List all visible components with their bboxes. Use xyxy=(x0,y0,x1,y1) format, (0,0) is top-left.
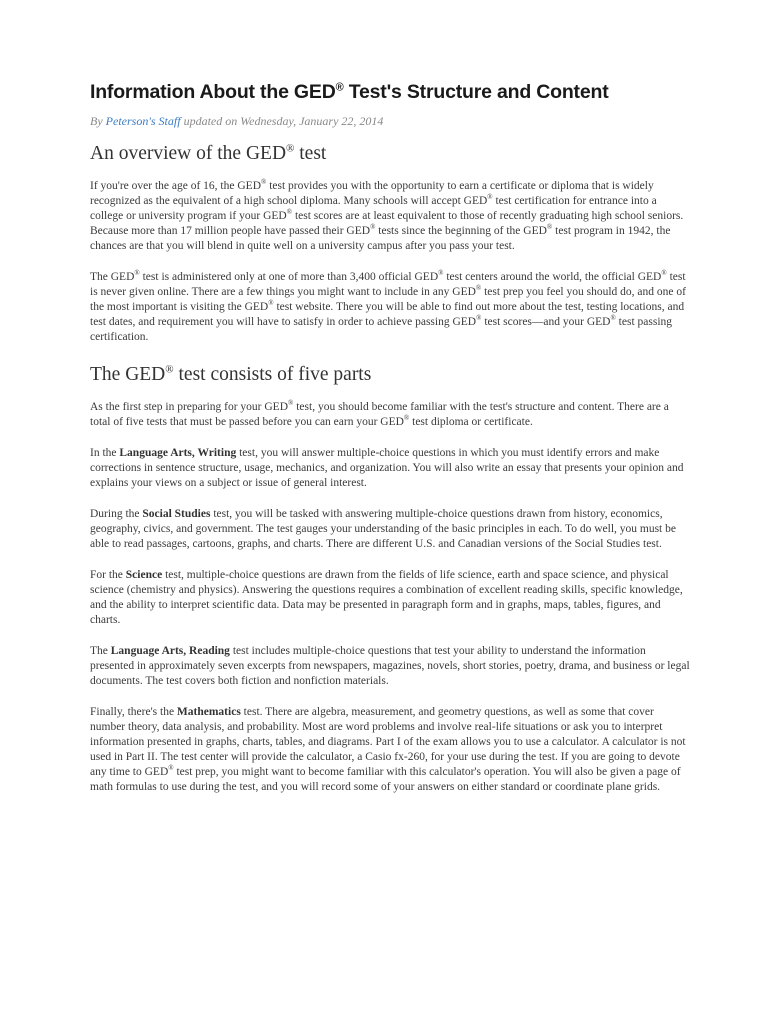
paragraph-reading: The Language Arts, Reading test includes multiple-choice questions that test your ability to understand the information presented in approximately seven excerpts from newspapers, magazines, novels, short stories, poetry, drama, and business or legal documents. The test covers both fiction and nonfiction materials. xyxy=(90,645,690,687)
section-heading-five-parts: The GED® test consists of five parts xyxy=(90,363,372,385)
paragraph-five-parts-intro: As the first step in preparing for your GED® test, you should become familiar with the test's structure and content. There are a total of five tests that must be passed before you can earn your GED® test diploma or certificate. xyxy=(90,399,669,428)
paragraph-writing: In the Language Arts, Writing test, you will answer multiple-choice questions in which you must identify errors and make corrections in sentence structure, usage, mechanics, and organization. You will also write an essay that presents your opinion and explains your views on a subject or issue of general interest. xyxy=(90,447,684,489)
article xyxy=(90,78,690,795)
paragraph-overview-1: If you're over the age of 16, the GED® test provides you with the opportunity to earn a certificate or diploma that is widely recognized as the equivalent of a high school diploma. Many schools will accept GED® test certification for entrance into a college or university program if your GED® test scores are at least equivalent to those of recently graduating high school seniors. Because more than 17 million people have passed their GED® tests since the beginning of the GED® test program in 1942, the chances are that you will blend in quite well on a university campus after you pass your test. xyxy=(90,178,684,252)
byline: By Peterson's Staff updated on Wednesday, January 22, 2014 xyxy=(90,114,384,128)
author-link[interactable]: Peterson's Staff xyxy=(105,114,181,128)
article-title: Information About the GED® Test's Structure and Content xyxy=(90,81,609,103)
paragraph-overview-2: The GED® test is administered only at one of more than 3,400 official GED® test centers around the world, the official GED® test is never given online. There are a few things you might want to include in any GED® test prep you feel you should do, and one of the most important is visiting the GED® test website. There you will be able to find out more about the test, testing locations, and test dates, and requirement you will have to satisfy in order to achieve passing GED® test scores—and your GED® test passing certification. xyxy=(90,269,686,343)
paragraph-science: For the Science test, multiple-choice questions are drawn from the fields of life science, earth and space science, and physical science (chemistry and physics). Answering the questions requires a combination of excellent reading skills, specific knowledge, and the ability to interpret scientific data. Data may be presented in paragraph form and in graphs, maps, tables, figures, and charts. xyxy=(90,569,683,626)
paragraph-mathematics: Finally, there's the Mathematics test. There are algebra, measurement, and geometry questions, as well as some that cover number theory, data analysis, and probability. Most are word problems and involve real-life situations or ask you to interpret information presented in graphs, charts, tables, and diagrams. Part I of the exam allows you to use a calculator. A calculator is not used in Part II. The test center will provide the calculator, a Casio fx-260, for your use during the test. If you are going to devote any time to GED® test prep, you might want to become familiar with this calculator's operation. You will also be given a page of math formulas to use during the test, and you will record some of your answers on either standard or coordinate plane grids. xyxy=(90,706,686,793)
paragraph-social-studies: During the Social Studies test, you will be tasked with answering multiple-choice questions drawn from history, economics, geography, civics, and government. The test gauges your understanding of the basic principles in each. To do well, you must be able to read passages, cartoons, graphs, and charts. There are different U.S. and Canadian versions of the Social Studies test. xyxy=(90,508,676,550)
section-heading-overview: An overview of the GED® test xyxy=(90,142,327,164)
